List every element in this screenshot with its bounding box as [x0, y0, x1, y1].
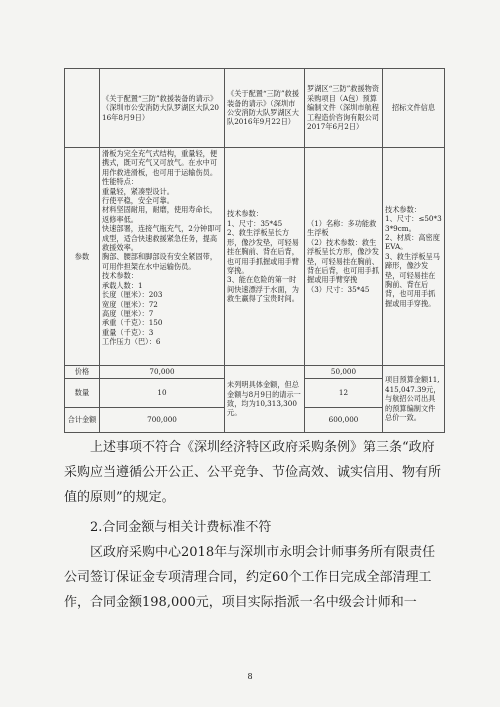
header-col1: 《关于配置“三防”救援装备的请示》（深圳市公安消防大队罗湖区大队2016年8月9日） [100, 69, 225, 148]
quantity-col3: 12 [305, 379, 383, 408]
paragraph-regulation: 上述事项不符合《深圳经济特区政府采购条例》第三条“政府采购应当遵循公开公正、公平竞争、节俭高效、诚实信用、物有所值的原则”的规定。 [64, 440, 442, 505]
header-col2: 《关于配置“三防”救援装备的请示》（深圳市公安消防大队罗湖区大队2016年9月22日） [225, 69, 305, 148]
params-row [65, 148, 445, 366]
price-row [65, 366, 445, 379]
price-col3: 50,000 [305, 366, 383, 379]
budget-note: 项目预算金额11,415,047.39元，与航招公司出具的预算编制文件总价一致。 [383, 366, 445, 433]
quantity-col1: 10 [100, 379, 225, 408]
section-heading: 2.合同金额与相关计费标准不符 [90, 520, 272, 535]
params-col1: 滑板为完全充气式结构，重量轻，便携式，既可充气又可放气。在水中可用作救进滑板，也可用于运输伤员。 性能特点： 重量轻，紧凑型设计。 行使平稳，安全可靠。 材料坚固耐用，耐磨，使用寿命长，返修率低。 快速部署，连接气瓶充气，2分钟即可成型，适合快速救援紧急任务，提高救援效率。 胸部、腰部和脚部设有安全紧固带，可用作担架在水中运输伤员。 技术参数： 承载人数：1 长度（厘米）：203 宽度（厘米）：72 高度（厘米）：7 承重（千克）：150 重量（千克）：3 工作压力（巴）：6 [100, 148, 225, 366]
comparison-table [64, 68, 445, 433]
page-number: 8 [247, 672, 253, 681]
quantity-label: 数量 [65, 379, 100, 408]
header-empty-cell [65, 69, 100, 148]
price-col1: 70,000 [100, 366, 225, 379]
params-col2: 技术参数： 1、尺寸：35*45 2、救生浮板呈长方形，像沙发垫，可轻易挂在胸前、背在后背，也可用手抓握或用手臂穿挽。 3、能在危险的第一时间快速漂浮于水面，为救生赢得了宝贵时间。 [225, 148, 305, 366]
total-label: 合计金额 [65, 408, 100, 433]
quantity-col2-note: 未列明具体金额，但总金额与8月9日的请示一致，均为10,313,300元。 [225, 366, 305, 433]
header-col4: 招标文件信息 [383, 69, 445, 148]
total-col3: 600,000 [305, 408, 383, 433]
paragraph-contract: 区政府采购中心2018年与深圳市永明会计师事务所有限责任公司签订保证金专项清理合同，约定60个工作日完成全部清理工作，合同金额198,000元，项目实际指派一名中级会计师和一 [64, 545, 436, 610]
price-label: 价格 [65, 366, 100, 379]
total-col1: 700,000 [100, 408, 225, 433]
params-label: 参数 [65, 148, 100, 366]
params-col3: （1）名称：多功能救生浮板 （2）技术参数：救生浮板呈长方形，像沙发垫，可轻易挂在胸前、背在后背，也可用手抓握或用手臂穿挽 （3）尺寸：35*45 [305, 148, 383, 366]
table-header-row [65, 69, 445, 148]
params-col4: 技术参数： 1、尺寸：≤50*33*9cm。 2、材质：高密度EVA。 3、救生浮板呈马蹄形，像沙发垫，可轻易挂在胸前、背在后背，也可用手抓握或用手穿挽。 [383, 148, 445, 366]
header-col3: 罗湖区“三防”救援物资采购项目（A包）预算编制文件（深圳市航程工程造价咨询有限公司2017年6月2日） [305, 69, 383, 148]
